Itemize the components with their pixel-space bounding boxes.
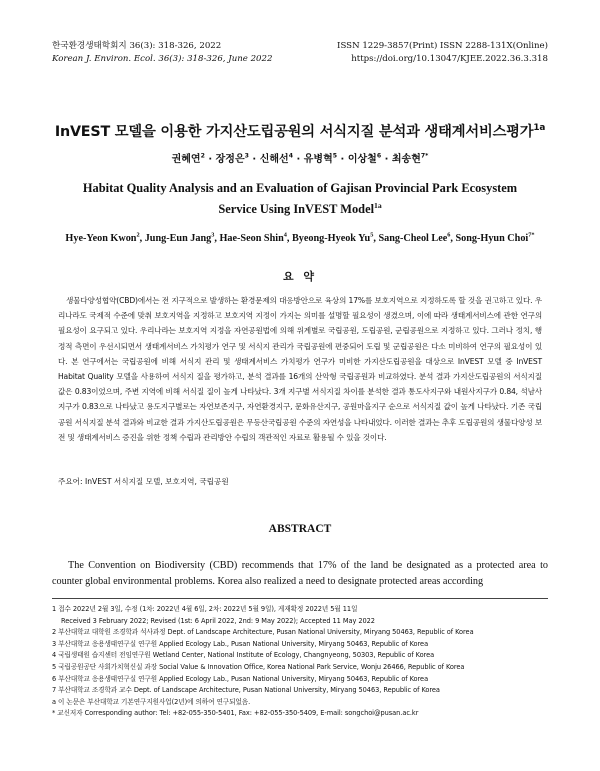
author-ko-separator: · — [248, 154, 260, 165]
author-ko-separator: · — [204, 154, 216, 165]
footnote-line: 6 부산대학교 응용생태연구실 연구원 Applied Ecology Lab., Pusan National University, Miryang 50463, Republic of Korea — [52, 674, 429, 683]
footnote-line: Received 3 February 2022; Revised (1st: 6 April 2022, 2nd: 9 May 2022); Accepted 11 May 2022 — [61, 616, 375, 625]
paper-title-en-line2-text: Service Using InVEST Model — [218, 202, 375, 216]
author-en-affiliation-mark: 2 — [136, 231, 140, 239]
issn: ISSN 1229-3857(Print) ISSN 2288-131X(Online) — [337, 41, 548, 51]
author-ko-affiliation-mark: 2 — [200, 152, 205, 160]
author-en-name: Hae-Seon Shin — [219, 233, 284, 244]
author-en-affiliation-mark: 6 — [447, 231, 451, 239]
footnote-line: * 교신저자 Corresponding author: Tel: +82-055-350-5401, Fax: +82-055-350-5409, E-mail: songchoi@pusan.ac.kr — [52, 709, 419, 718]
journal-title-en: Korean J. Environ. Ecol. 36(3): 318-326, June 2022 — [52, 54, 273, 64]
abstract-heading: ABSTRACT — [268, 523, 332, 535]
journal-header-left — [52, 40, 272, 66]
author-ko-affiliation-mark: 3 — [244, 152, 249, 160]
author-en-name: Jung-Eun Jang — [144, 233, 212, 244]
author-ko-name: 유병혁 — [303, 154, 333, 165]
author-ko-separator: · — [381, 154, 392, 165]
footnote-line: 1 접수 2022년 2월 3일, 수정 (1차: 2022년 4월 6일, 2차: 2022년 5월 9일), 게재확정 2022년 5월 11일 — [52, 605, 358, 613]
authors-en — [0, 233, 600, 244]
author-en-separator: , — [286, 233, 293, 244]
author-ko-name: 권혜연 — [171, 154, 201, 165]
paper-title-en-line2 — [0, 202, 600, 217]
keywords-line — [58, 476, 542, 487]
paper-title-ko-text: InVEST 모델을 이용한 가지산도립공원의 서식지질 분석과 생태계서비스평가 — [54, 124, 534, 140]
author-ko-name: 신해선 — [259, 154, 289, 165]
footnote-line: 5 국립공원공단 사회가치혁신실 과장 Social Value & Innovation Office, Korea National Park Service, Wonju 26466, Republic of Korea — [52, 662, 465, 671]
author-en-separator: , — [450, 233, 456, 244]
paper-title-en-line1: Habitat Quality Analysis and an Evaluation of Gajisan Provincial Park Ecosystem — [82, 181, 518, 195]
author-ko-affiliation-mark: 6 — [376, 152, 382, 160]
author-en-affiliation-mark: 7* — [528, 231, 535, 239]
doi-link[interactable]: https://doi.org/10.13047/KJEE.2022.36.3.318 — [351, 54, 548, 64]
footnote-line: 4 국립생태원 습지센터 전임연구원 Wetland Center, National Institute of Ecology, Changnyeong, 50303, Republic of Korea — [52, 651, 435, 660]
abstract-body — [52, 558, 548, 590]
summary-heading: 요 약 — [282, 270, 318, 283]
author-en-name: Sang-Cheol Lee — [378, 233, 448, 244]
authors-ko — [0, 150, 600, 165]
author-ko-separator: · — [293, 154, 304, 165]
footnote-line: 7 부산대학교 조경학과 교수 Dept. of Landscape Architecture, Pusan National University, Miryang 50463, Republic of Korea — [52, 686, 440, 695]
title-ko-footnote-mark: 1a — [533, 123, 546, 134]
footnote-line: 3 부산대학교 응용생태연구실 연구원 Applied Ecology Lab., Pusan National University, Miryang 50463, Republic of Korea — [52, 639, 429, 648]
author-ko-affiliation-mark: 5 — [332, 152, 338, 160]
paper-title-ko — [0, 121, 600, 141]
author-en-affiliation-mark: 5 — [370, 231, 374, 239]
author-en-separator: , — [139, 233, 145, 244]
footnote-line: 2 부산대학교 대학원 조경학과 석사과정 Dept. of Landscape Architecture, Pusan National University, Miryang 50463, Republic of Korea — [52, 628, 474, 637]
author-ko-name: 이상철 — [347, 154, 377, 165]
author-en-separator: , — [214, 233, 220, 244]
author-en-name: Song-Hyun Choi — [455, 233, 529, 244]
footnotes — [52, 604, 548, 720]
author-en-name: Byeong-Hyeok Yu — [292, 233, 371, 244]
journal-header-right — [337, 40, 548, 66]
author-en-name: Hye-Yeon Kwon — [65, 233, 137, 244]
keywords-label: 주요어: — [58, 477, 83, 486]
footnote-line: a 이 논문은 부산대학교 기본연구지원사업(2년)에 의하여 연구되었음. — [52, 697, 251, 706]
journal-title-ko: 한국환경생태학회지 36(3): 318-326, 2022 — [52, 41, 222, 51]
author-ko-affiliation-mark: 7* — [420, 152, 429, 160]
author-en-separator: , — [373, 233, 379, 244]
summary-paragraph: 생물다양성협약(CBD)에서는 전 지구적으로 발생하는 환경문제의 대응방안으로 육상의 17%를 보호지역으로 지정하도록 할 것을 권고하고 있다. 우리나라도 국제적 수준에 맞춰 보호지역을 지정하고 보호지역 지정이 가지는 의미를 설명할 필요성이 생겼으며, 이에 따라 생태계서비스에 관한 연구의 필요성이 요구되고 있다. 우리나라는 보호지역 지정을 자연공원법에 의해 위계별로 국립공원, 도립공원, 군립공원으로 지정하고 있다. 그러나 정치, 행정적 측면이 우선시되면서 생태계서비스 가치평가 연구 및 서식지 관리가 국립공원에 편중되어 도립 및 군립공원은 다소 미비하여 연구의 필요성이 있다. 본 연구에서는 국립공원에 비해 서식지 관리 및 생태계서비스 가치평가 연구가 미비한 가지산도립공원을 대상으로 InVEST 모델 중 InVEST Habitat Quality 모델을 사용하여 서식지 질을 평가하고, 분석 결과를 16개의 산악형 국립공원과 비교하였다. 분석 결과 가지산도립공원의 서식지질 값은 0.83이었으며, 주변 지역에 비해 서식질 질이 높게 나타났다. 3개 지구별 서식지질 차이를 분석한 결과 통도사지구와 내원사지구가 0.84, 석남사지구가 0.83으로 나타났고 용도지구별로는 자연보존지구, 자연환경지구, 문화유산지구, 공원마을지구 순으로 서식지질 값이 높게 나타났다. 기존 국립공원 서식지질 분석 결과와 비교한 결과 가지산도립공원은 무등산국립공원 수준의 자연성을 나타내었다. 이러한 결과는 추후 도립공원의 생물다양성 보전 및 생태계서비스 증진을 위한 정책 수립과 관리방안 수립의 객관적인 자료로 활용될 수 있을 것이다. — [58, 296, 542, 442]
author-ko-name: 장정은 — [215, 154, 245, 165]
title-en-footnote-mark: 1a — [374, 200, 382, 210]
author-en-affiliation-mark: 4 — [283, 231, 287, 239]
author-en-affiliation-mark: 3 — [211, 231, 215, 239]
author-ko-name: 최송현 — [391, 154, 421, 165]
summary-body — [58, 293, 542, 445]
keywords-text: InVEST 서식지질 모델, 보호지역, 국립공원 — [85, 477, 229, 486]
abstract-paragraph: The Convention on Biodiversity (CBD) recommends that 17% of the land be designated as a protected area to counter global environmental problems. Korea also realized a need to designate protected areas according — [52, 560, 548, 587]
footnote-divider — [52, 598, 548, 599]
author-ko-affiliation-mark: 4 — [288, 152, 293, 160]
author-ko-separator: · — [337, 154, 348, 165]
